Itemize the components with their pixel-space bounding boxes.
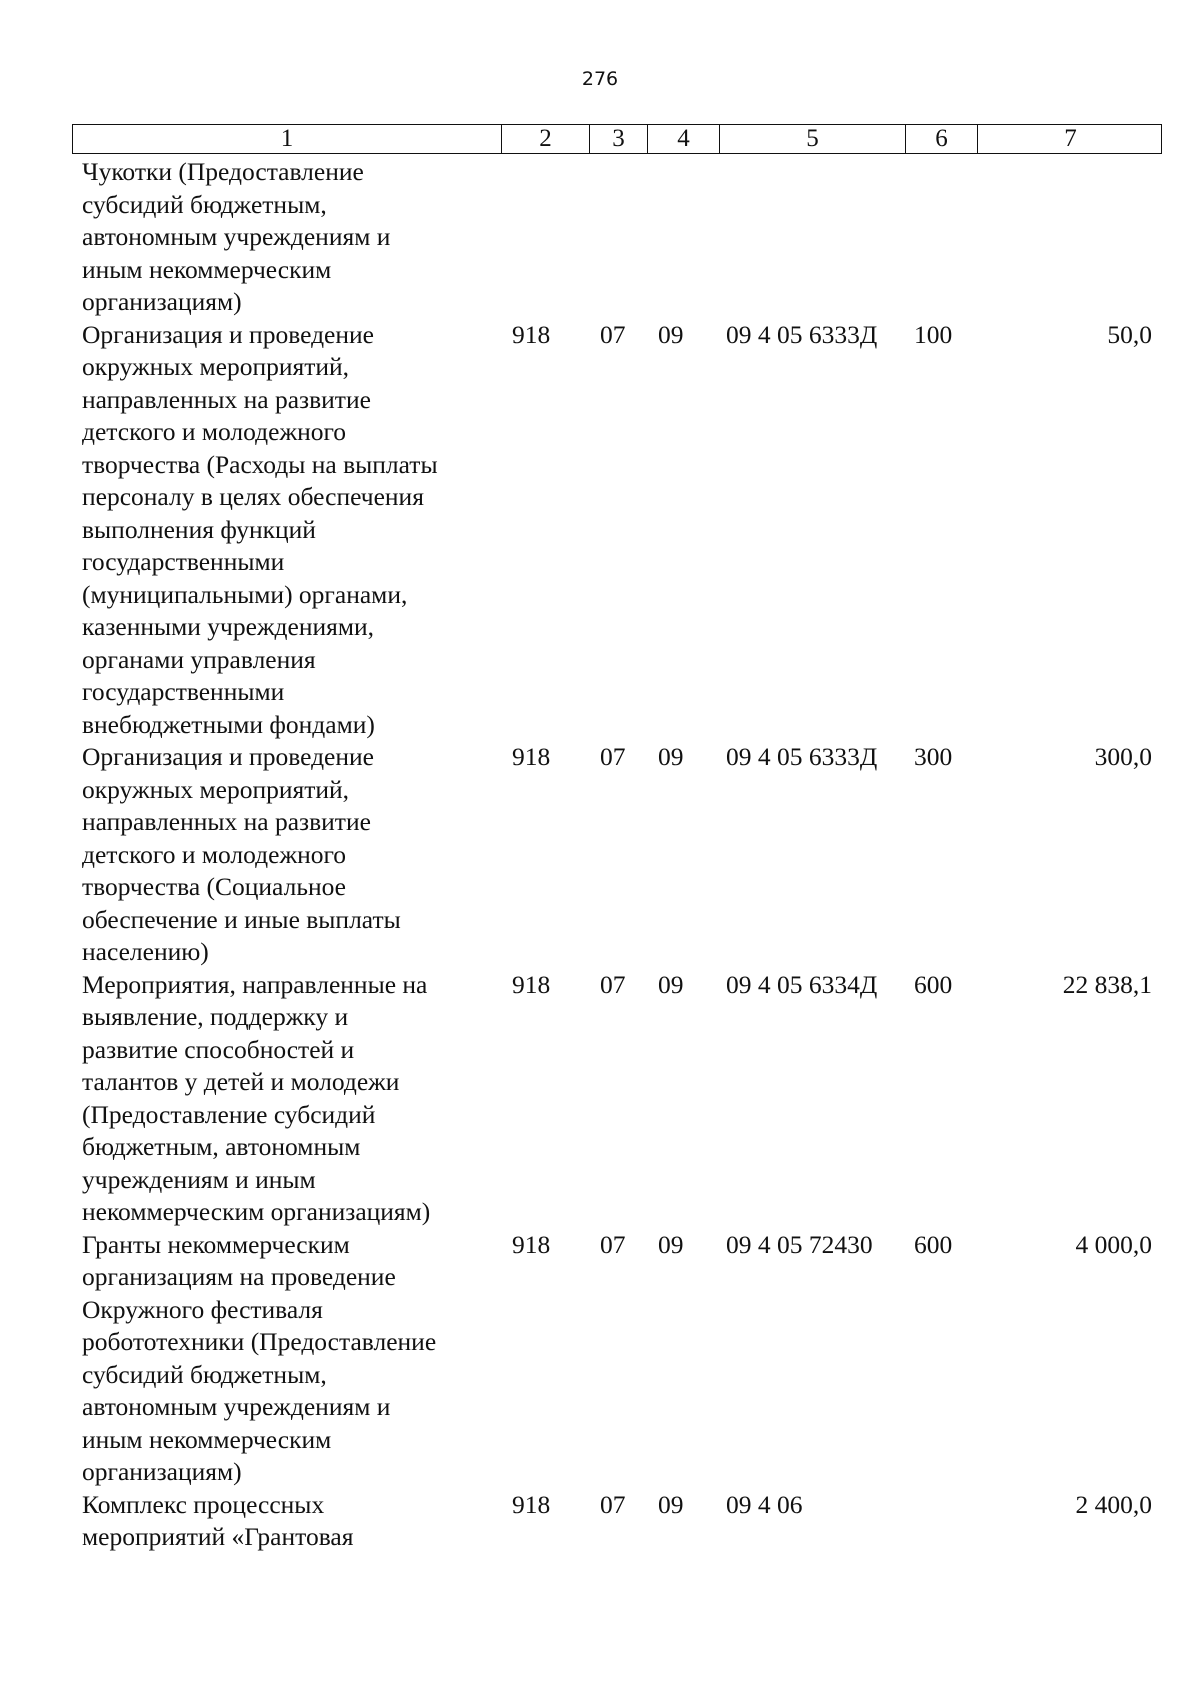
header-cell-1: 1: [280, 125, 294, 152]
row-ministry-code: 918: [512, 742, 551, 771]
row-name: Чукотки (Предоставление субсидий бюджетным, автономным учреждениям и иным некоммерческим организациям): [82, 157, 391, 316]
row-ministry-code: 918: [512, 319, 551, 349]
row-subsection-code: [646, 156, 718, 319]
row-subsection-code: 09: [658, 1229, 684, 1259]
row-section-code: 07: [600, 969, 626, 999]
row-name: Организация и проведение окружных мероприятий, направленных на развитие детского и молодежного творчества (Социальное обеспечение и иные выплаты населению): [82, 742, 401, 966]
row-amount: 300,0: [1094, 742, 1152, 771]
row-target-article: [718, 156, 904, 319]
row-amount: 22 838,1: [1062, 969, 1152, 999]
row-target-article: 09 4 05 6333Д: [726, 319, 878, 349]
row-name: Комплекс процессных мероприятий «Грантовая: [82, 1489, 354, 1551]
row-amount: 50,0: [1107, 319, 1152, 349]
row-name: Гранты некоммерческим организациям на проведение Окружного фестиваля робототехники (Предоставление субсидий бюджетным, автономным учреждениям и иным некоммерческим организациям): [82, 1229, 437, 1486]
row-expense-type: 600: [914, 1229, 953, 1259]
row-ministry-code: 918: [512, 1489, 551, 1519]
table-header: [72, 124, 1162, 154]
table-row: [72, 741, 1162, 969]
row-target-article: 09 4 05 6334Д: [726, 969, 878, 999]
row-target-article: 09 4 06: [726, 1489, 803, 1519]
table-row: [72, 969, 1162, 1229]
header-cell-3: 3: [589, 125, 647, 153]
header-cell-5: 5: [719, 125, 905, 153]
row-subsection-code: 09: [658, 742, 684, 771]
table-row: [72, 319, 1162, 742]
header-cell-7: 7: [977, 125, 1163, 153]
row-section-code: 07: [600, 742, 626, 771]
row-subsection-code: 09: [658, 319, 684, 349]
header-cell-4: 4: [647, 125, 719, 153]
table-body: [72, 156, 1162, 1554]
table-row: [72, 1229, 1162, 1489]
row-amount: [976, 156, 1162, 319]
row-target-article: 09 4 05 72430: [726, 1229, 873, 1259]
table-row: [72, 156, 1162, 319]
row-amount: 2 400,0: [1075, 1489, 1152, 1519]
row-subsection-code: 09: [658, 969, 684, 999]
row-name: Организация и проведение окружных мероприятий, направленных на развитие детского и молодежного творчества (Расходы на выплаты персоналу в целях обеспечения выполнения функций государственными (муниципальными) органами, казенными учреждениями, органами управления государственными внебюджетными фондами): [82, 319, 438, 739]
row-section-code: 07: [600, 1229, 626, 1259]
row-expense-type: 600: [914, 969, 953, 999]
row-target-article: 09 4 05 6333Д: [726, 742, 878, 771]
row-ministry-code: [500, 156, 588, 319]
row-expense-type: [904, 156, 976, 319]
table-row: [72, 1489, 1162, 1554]
row-expense-type: [904, 1489, 976, 1554]
row-subsection-code: 09: [658, 1489, 684, 1519]
row-section-code: 07: [600, 1489, 626, 1519]
row-amount: 4 000,0: [1075, 1229, 1152, 1259]
row-section-code: [588, 156, 646, 319]
header-cell-6: 6: [905, 125, 977, 153]
page-number: 276: [581, 68, 619, 90]
row-expense-type: 300: [914, 742, 953, 771]
row-name: Мероприятия, направленные на выявление, поддержку и развитие способностей и талантов у детей и молодежи (Предоставление субсидий бюджетным, автономным учреждениям и иным некоммерческим организациям): [82, 969, 431, 1226]
row-expense-type: 100: [914, 319, 953, 349]
row-section-code: 07: [600, 319, 626, 349]
row-ministry-code: 918: [512, 969, 551, 999]
header-cell-2: 2: [501, 125, 589, 153]
row-ministry-code: 918: [512, 1229, 551, 1259]
